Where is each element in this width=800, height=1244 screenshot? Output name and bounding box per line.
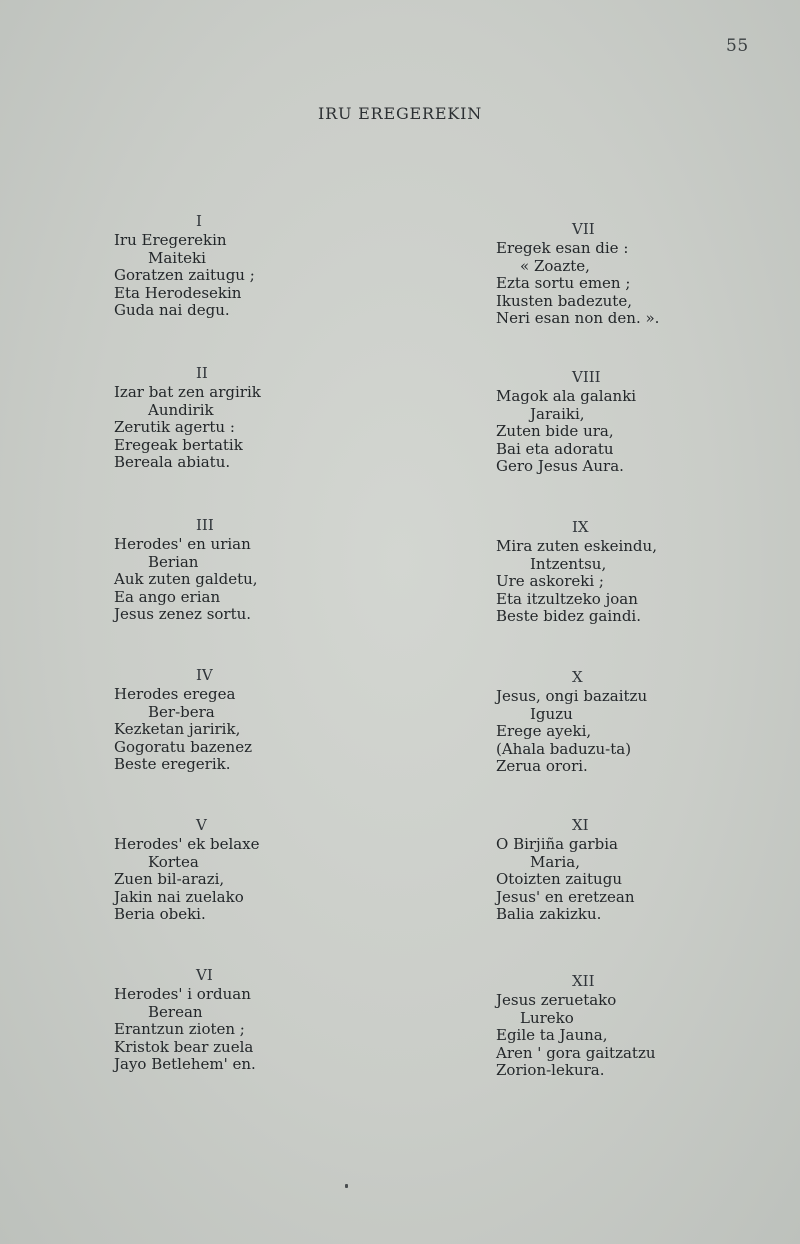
verse-line: Gero Jesus Aura. <box>496 457 624 476</box>
stanza-2 <box>114 362 334 472</box>
stanza-numeral: I <box>196 212 202 230</box>
stanza-numeral: III <box>196 516 214 534</box>
stanza-3 <box>114 514 334 624</box>
stanza-numeral: X <box>572 668 583 686</box>
verse-line: Kortea <box>148 852 199 871</box>
stanza-8 <box>496 366 716 476</box>
verse-line: Zorion-lekura. <box>496 1061 605 1080</box>
verse-line: Kezketan jaririk, <box>114 720 241 739</box>
verse-line: Otoizten zaitugu <box>496 870 622 889</box>
verse-line: Berian <box>148 552 199 571</box>
stanza-numeral: VI <box>196 966 213 984</box>
stanza-1 <box>114 210 334 320</box>
verse-line: Goratzen zaitugu ; <box>114 266 255 285</box>
verse-line: Bai eta adoratu <box>496 439 614 458</box>
stanza-7 <box>496 218 716 328</box>
verse-line: Neri esan non den. ». <box>496 309 660 328</box>
verse-line: Auk zuten galdetu, <box>114 570 258 589</box>
stanza-numeral: VIII <box>572 368 601 386</box>
verse-line: Magok ala galanki <box>496 387 637 405</box>
verse-line: Mira zuten eskeindu, <box>496 537 657 555</box>
verse-line: Aundirik <box>148 400 214 419</box>
verse-line: Zerua orori. <box>496 757 588 776</box>
verse-line: (Ahala baduzu-ta) <box>496 739 632 758</box>
stanza-numeral: IX <box>572 518 589 536</box>
verse-line: « Zoazte, <box>520 256 590 275</box>
verse-line: Erantzun zioten ; <box>114 1020 245 1039</box>
verse-line: Herodes' en urian <box>114 535 251 553</box>
verse-line: Ezta sortu emen ; <box>496 274 631 293</box>
verse-line: Beria obeki. <box>114 905 206 924</box>
verse-line: Eregeak bertatik <box>114 435 243 454</box>
verse-line: Ea ango erian <box>114 587 221 606</box>
verse-line: Eta itzultzeko joan <box>496 589 638 608</box>
verse-line: Aren ' gora gaitzatzu <box>496 1043 656 1062</box>
verse-line: Erege ayeki, <box>496 722 592 741</box>
verse-line: Zuten bide ura, <box>496 422 614 441</box>
verse-line: Zerutik agertu : <box>114 418 235 437</box>
stanza-9 <box>496 516 716 626</box>
verse-line: Herodes' i orduan <box>114 985 251 1003</box>
verse-line: Balia zakizku. <box>496 905 602 924</box>
verse-line: Beste eregerik. <box>114 755 231 774</box>
stanza-numeral: VII <box>572 220 595 238</box>
verse-line: Lureko <box>520 1008 574 1027</box>
verse-line: Ure askoreki ; <box>496 572 604 591</box>
verse-line: Jesus zeruetako <box>496 991 617 1009</box>
verse-line: Intzentsu, <box>530 554 607 573</box>
verse-line: Herodes' ek belaxe <box>114 835 260 853</box>
poem-title: IRU EREGEREKIN <box>318 104 483 123</box>
verse-line: Guda nai degu. <box>114 301 230 320</box>
verse-line: Maria, <box>530 852 580 871</box>
verse-line: Beste bidez gaindi. <box>496 607 641 626</box>
stanza-numeral: II <box>196 364 208 382</box>
verse-line: O Birjiña garbia <box>496 835 618 853</box>
stanza-11 <box>496 814 716 924</box>
verse-line: Ber-bera <box>148 702 215 721</box>
verse-line: Eregek esan die : <box>496 239 629 257</box>
verse-line: Maiteki <box>148 248 206 267</box>
verse-line: Bereala abiatu. <box>114 453 231 472</box>
stanza-4 <box>114 664 334 774</box>
verse-line: Gogoratu bazenez <box>114 737 252 756</box>
verse-line: Jesus zenez sortu. <box>114 605 252 624</box>
verse-line: Jaraiki, <box>530 404 585 423</box>
verse-line: Iru Eregerekin <box>114 231 227 249</box>
verse-line: Jesus, ongi bazaitzu <box>496 687 648 705</box>
stanza-numeral: XI <box>572 816 589 834</box>
verse-line: Herodes eregea <box>114 685 236 703</box>
page-number: 55 <box>726 36 749 56</box>
verse-line: Jakin nai zuelako <box>114 887 244 906</box>
stanza-numeral: IV <box>196 666 213 684</box>
verse-line: Izar bat zen argirik <box>114 383 261 401</box>
stanza-numeral: V <box>196 816 207 834</box>
verse-line: Kristok bear zuela <box>114 1037 254 1056</box>
stanza-numeral: XII <box>572 972 595 990</box>
verse-line: Ikusten badezute, <box>496 291 632 310</box>
verse-line: Eta Herodesekin <box>114 283 242 302</box>
verse-line: Iguzu <box>530 704 573 723</box>
verse-line: Jayo Betlehem' en. <box>114 1055 256 1074</box>
stanza-6 <box>114 964 334 1074</box>
print-mark <box>345 1184 348 1188</box>
stanza-12 <box>496 970 716 1080</box>
verse-line: Zuen bil-arazi, <box>114 870 225 889</box>
stanza-10 <box>496 666 716 776</box>
verse-line: Jesus' en eretzean <box>496 887 635 906</box>
stanza-5 <box>114 814 334 924</box>
verse-line: Berean <box>148 1002 203 1021</box>
verse-line: Egile ta Jauna, <box>496 1026 608 1045</box>
